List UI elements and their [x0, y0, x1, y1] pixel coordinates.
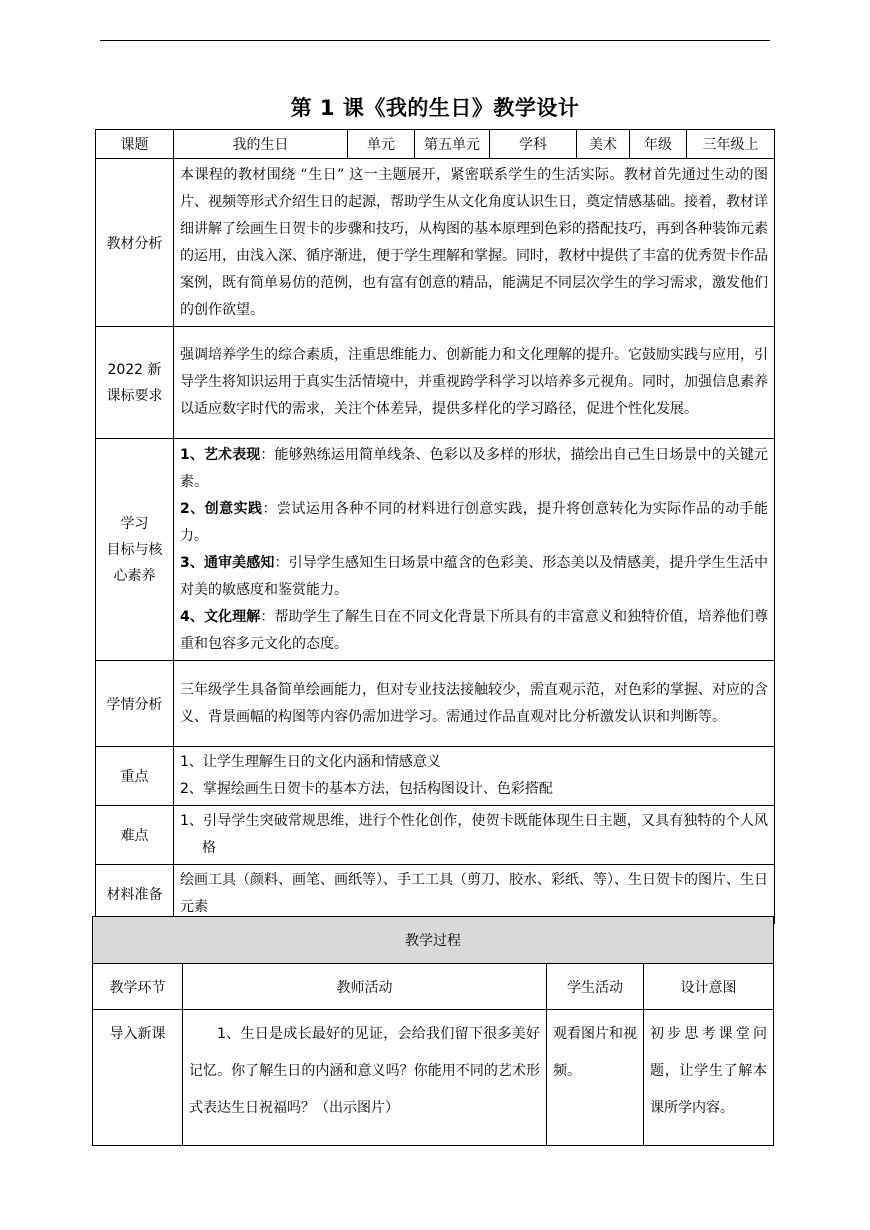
row-student: 观看图片和视频。 [547, 1010, 644, 1146]
difficulty-label: 难点 [96, 806, 174, 865]
goal-text: ：尝试运用各种不同的材料进行创意实践，提升将创意转化为实际作品的动手能力。 [180, 500, 768, 544]
standard-label-line2: 课标要求 [106, 387, 163, 404]
analysis-label: 教材分析 [96, 159, 174, 327]
unit-label: 单元 [348, 130, 415, 159]
difficulty-row [96, 806, 775, 865]
goal-item [180, 496, 768, 550]
subject-value: 美术 [577, 130, 630, 159]
goal-head: 2、创意实践 [180, 500, 263, 517]
header-stage: 教学环节 [93, 964, 183, 1010]
materials-label: 材料准备 [96, 865, 174, 924]
subject-label: 学科 [490, 130, 577, 159]
row-teacher: 1、生日是成长最好的见证，会给我们留下很多美好记忆。你了解生日的内涵和意义吗？你能用不同的艺术形式表达生日祝福吗？（出示图片） [183, 1010, 547, 1146]
goals-label [96, 439, 174, 661]
learner-row [96, 661, 775, 747]
process-row [93, 1010, 774, 1146]
header-teacher: 教师活动 [183, 964, 547, 1010]
grade-value: 三年级上 [687, 130, 775, 159]
goals-list [174, 439, 775, 661]
teaching-process-table [92, 916, 774, 1146]
difficulty-text [174, 806, 775, 865]
standard-row [96, 327, 775, 439]
key-points-row [96, 747, 775, 806]
goal-item [180, 604, 768, 658]
info-row [96, 130, 775, 159]
process-title-row [93, 917, 774, 964]
header-rule [100, 40, 770, 41]
goal-head: 3、通审美感知 [180, 554, 275, 571]
grade-label: 年级 [630, 130, 687, 159]
goals-label-line1: 学习 [120, 515, 149, 532]
goal-text: ：帮助学生了解生日在不同文化背景下所具有的丰富意义和独特价值，培养他们尊重和包容多元文化的态度。 [180, 608, 769, 652]
topic-value: 我的生日 [174, 130, 348, 159]
goal-text: ：能够熟练运用简单线条、色彩以及多样的形状，描绘出自己生日场景中的关键元素。 [180, 446, 769, 490]
row-intent: 初步思考课堂问题，让学生了解本课所学内容。 [644, 1010, 774, 1146]
goal-head: 1、艺术表现 [180, 446, 261, 463]
standard-label [96, 327, 174, 439]
materials-row [96, 865, 775, 924]
analysis-row [96, 159, 775, 327]
analysis-text: 本课程的教材围绕 “生日” 这一主题展开，紧密联系学生的生活实际。教材首先通过生动的图片、视频等形式介绍生日的起源，帮助学生从文化角度认识生日，奠定情感基础。接着，教材详细讲解了绘画生日贺卡的步骤和技巧，从构图的基本原理到色彩的搭配技巧，再到各种装饰元素的运用，由浅入深、循序渐进，便于学生理解和掌握。同时，教材中提供了丰富的优秀贺卡作品案例，既有简单易仿的范例，也有富有创意的精品，能满足不同层次学生的学习需求，激发他们的创作欲望。 [174, 159, 775, 327]
key-point-item: 1、让学生理解生日的文化内涵和情感意义 [180, 754, 441, 770]
goals-label-line2: 目标与核 [106, 541, 163, 558]
learner-text: 三年级学生具备简单绘画能力，但对专业技法接触较少，需直观示范，对色彩的掌握、对应的含义、背景画幅的构图等内容仍需加进学习。需通过作品直观对比分析激发认识和判断等。 [174, 661, 775, 747]
goals-row [96, 439, 775, 661]
difficulty-item: 1、引导学生突破常规思维，进行个性化创作，使贺卡既能体现生日主题，又具有独特的个人风格 [180, 813, 768, 856]
topic-label: 课题 [96, 130, 174, 159]
key-points-label: 重点 [96, 747, 174, 806]
goal-text: ：引导学生感知生日场景中蕴含的色彩美、形态美以及情感美，提升学生生活中对美的敏感度和鉴赏能力。 [180, 554, 768, 598]
header-intent: 设计意图 [644, 964, 774, 1010]
materials-text: 绘画工具（颜料、画笔、画纸等）、手工工具（剪刀、胶水、彩纸、等）、生日贺卡的图片、生日元素 [174, 865, 775, 924]
goal-item [180, 550, 768, 604]
lesson-info-table [95, 129, 775, 924]
goals-label-line3: 心素养 [113, 567, 156, 584]
key-point-item: 2、掌握绘画生日贺卡的基本方法，包括构图设计、色彩搭配 [180, 781, 553, 797]
learner-label: 学情分析 [96, 661, 174, 747]
row-stage: 导入新课 [93, 1010, 183, 1146]
page-title: 第 1 课《我的生日》教学设计 [290, 96, 580, 120]
standard-label-line1: 2022 新 [107, 361, 162, 378]
key-points-list [174, 747, 775, 806]
unit-value: 第五单元 [415, 130, 490, 159]
process-header-row [93, 964, 774, 1010]
goal-head: 4、文化理解 [180, 608, 261, 625]
goal-item [180, 442, 768, 496]
process-title: 教学过程 [93, 917, 774, 964]
header-student: 学生活动 [547, 964, 644, 1010]
standard-text: 强调培养学生的综合素质，注重思维能力、创新能力和文化理解的提升。它鼓励实践与应用，引导学生将知识运用于真实生活情境中，并重视跨学科学习以培养多元视角。同时，加强信息素养以适应数字时代的需求，关注个体差异，提供多样化的学习路径，促进个性化发展。 [174, 327, 775, 439]
